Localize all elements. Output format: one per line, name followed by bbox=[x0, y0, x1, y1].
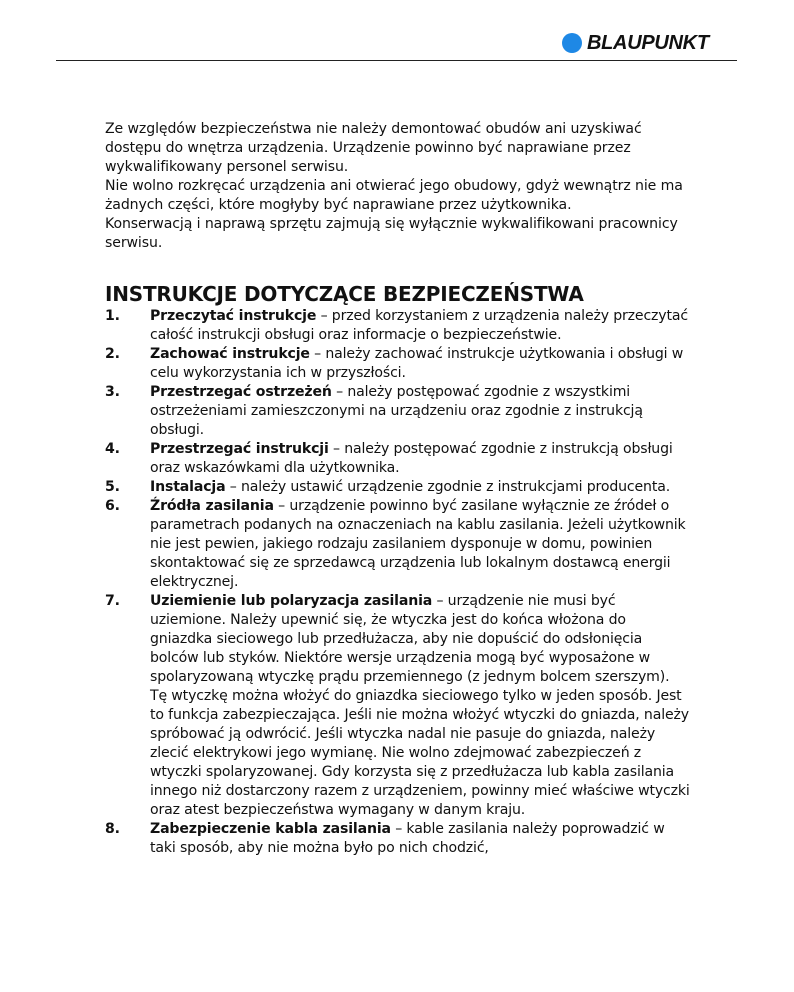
item-number: 3. bbox=[105, 384, 120, 400]
list-item bbox=[105, 440, 690, 478]
intro-paragraph: Ze względów bezpieczeństwa nie należy demontować obudów ani uzyskiwać dostępu do wnętrza urządzenia. Urządzenie powinno być naprawiane przez wykwalifikowany personel serwisu. bbox=[105, 121, 642, 175]
item-text bbox=[150, 383, 690, 440]
item-term: Zabezpieczenie kabla zasilania bbox=[150, 821, 391, 837]
item-text bbox=[150, 478, 690, 497]
list-item bbox=[105, 383, 690, 440]
item-number: 8. bbox=[105, 821, 120, 837]
item-text bbox=[150, 440, 690, 478]
header-divider bbox=[56, 60, 737, 61]
item-number: 2. bbox=[105, 346, 120, 362]
item-term: Instalacja bbox=[150, 479, 226, 495]
section-heading: INSTRUKCJE DOTYCZĄCE BEZPIECZEŃSTWA bbox=[105, 282, 584, 306]
item-term: Uziemienie lub polaryzacja zasilania bbox=[150, 593, 433, 609]
item-number: 7. bbox=[105, 593, 120, 609]
item-description: – należy ustawić urządzenie zgodnie z instrukcjami producenta. bbox=[225, 479, 671, 495]
intro-paragraph: Konserwacją i naprawą sprzętu zajmują się wyłącznie wykwalifikowani pracownicy serwisu. bbox=[105, 216, 678, 251]
item-number: 4. bbox=[105, 441, 120, 457]
item-term: Przestrzegać ostrzeżeń bbox=[150, 384, 332, 400]
list-item bbox=[105, 345, 690, 383]
item-text bbox=[150, 345, 690, 383]
brand-wordmark: BLAUPUNKT bbox=[587, 32, 709, 54]
list-item bbox=[105, 478, 690, 497]
intro-text bbox=[105, 120, 685, 253]
item-description: – urządzenie powinno być zasilane wyłącznie ze źródeł o parametrach podanych na oznaczeniach na kablu zasilania. Jeżeli użytkownik nie jest pewien, jakiego rodzaju zasilaniem dysponuje w domu, powinien skontaktować się ze sprzedawcą urządzenia lub lokalnym dostawcą energii elektrycznej. bbox=[150, 498, 686, 590]
list-item bbox=[105, 497, 690, 592]
item-number: 6. bbox=[105, 498, 120, 514]
item-number: 5. bbox=[105, 479, 120, 495]
item-text bbox=[150, 497, 690, 592]
list-item bbox=[105, 592, 690, 820]
item-text bbox=[150, 592, 690, 820]
item-number: 1. bbox=[105, 308, 120, 324]
item-description: – przed korzystaniem z urządzenia należy przeczytać całość instrukcji obsługi oraz informacje o bezpieczeństwie. bbox=[150, 308, 688, 343]
item-description: – urządzenie nie musi być uziemione. Należy upewnić się, że wtyczka jest do końca włożona do gniazdka sieciowego lub przedłużacza, aby nie dopuścić do odsłonięcia bolców lub styków. Niektóre wersje urządzenia mogą być wyposażone w spolaryzowaną wtyczkę prądu przemiennego (z jednym bolcem szerszym). Tę wtyczkę można włożyć do gniazdka sieciowego tylko w jeden sposób. Jest to funkcja zabezpieczająca. Jeśli nie można włożyć wtyczki do gniazda, należy spróbować ją odwrócić. Jeśli wtyczka nadal nie pasuje do gniazda, należy zlecić elektrykowi jego wymianę. Nie wolno zdejmować zabezpieczeń z wtyczki spolaryzowanej. Gdy korzysta się z przedłużacza lub kabla zasilania innego niż dostarczony razem z urządzeniem, powinny mieć właściwe wtyczki oraz atest bezpieczeństwa wymagany w danym kraju. bbox=[150, 593, 690, 818]
item-description: – kable zasilania należy poprowadzić w taki sposób, aby nie można było po nich chodzić, bbox=[150, 821, 665, 856]
item-term: Źródła zasilania bbox=[150, 498, 274, 514]
item-text bbox=[150, 307, 690, 345]
item-description: – należy postępować zgodnie z wszystkimi ostrzeżeniami zamieszczonymi na urządzeniu oraz zgodnie z instrukcją obsługi. bbox=[150, 384, 643, 438]
item-term: Przeczytać instrukcje bbox=[150, 308, 317, 324]
item-text bbox=[150, 820, 690, 858]
list-item bbox=[105, 820, 690, 858]
list-item bbox=[105, 307, 690, 345]
item-description: – należy zachować instrukcje użytkowania i obsługi w celu wykorzystania ich w przyszłości. bbox=[150, 346, 684, 381]
intro-paragraph: Nie wolno rozkręcać urządzenia ani otwierać jego obudowy, gdyż wewnątrz nie ma żadnych części, które mogłyby być naprawiane przez użytkownika. bbox=[105, 178, 683, 213]
item-term: Przestrzegać instrukcji bbox=[150, 441, 329, 457]
brand-dot-icon bbox=[562, 33, 582, 53]
safety-instructions-list bbox=[105, 307, 690, 858]
brand-logo bbox=[562, 33, 709, 53]
item-description: – należy postępować zgodnie z instrukcją obsługi oraz wskazówkami dla użytkownika. bbox=[150, 441, 673, 476]
item-term: Zachować instrukcje bbox=[150, 346, 310, 362]
